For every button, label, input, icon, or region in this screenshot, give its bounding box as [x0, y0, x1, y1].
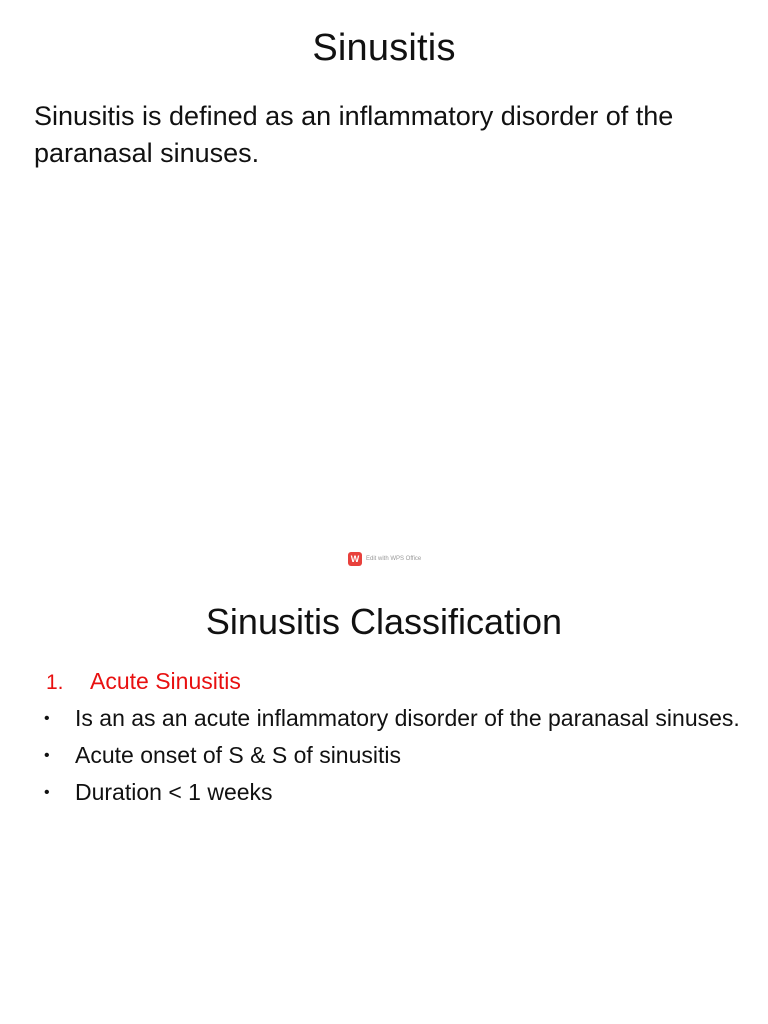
item-number: 1.: [46, 671, 64, 694]
definition-text: Sinusitis is defined as an inflammatory disorder of the paranasal sinuses.: [34, 101, 674, 168]
slide-2: [0, 580, 768, 1024]
bullet-icon: •: [44, 784, 50, 801]
list-item: [44, 778, 744, 807]
classification-title: Sinusitis Classification: [205, 601, 563, 642]
bullet-text: Is an as an acute inflammatory disorder of the paranasal sinuses.: [75, 705, 740, 731]
bullet-icon: •: [44, 710, 50, 727]
wps-logo-icon: W: [348, 552, 362, 566]
bullet-text: Acute onset of S & S of sinusitis: [75, 742, 401, 768]
list-item: [44, 741, 744, 770]
slide-title: Sinusitis: [312, 27, 456, 69]
watermark-text: Edit with WPS Office: [366, 556, 422, 562]
wps-watermark[interactable]: [348, 551, 421, 567]
list-item: [44, 704, 744, 733]
bullet-text: Duration < 1 weeks: [75, 779, 273, 805]
bullet-icon: •: [44, 747, 50, 764]
numbered-item-acute: [46, 668, 241, 695]
bullet-list: [44, 704, 744, 815]
item-heading: Acute Sinusitis: [90, 668, 241, 694]
